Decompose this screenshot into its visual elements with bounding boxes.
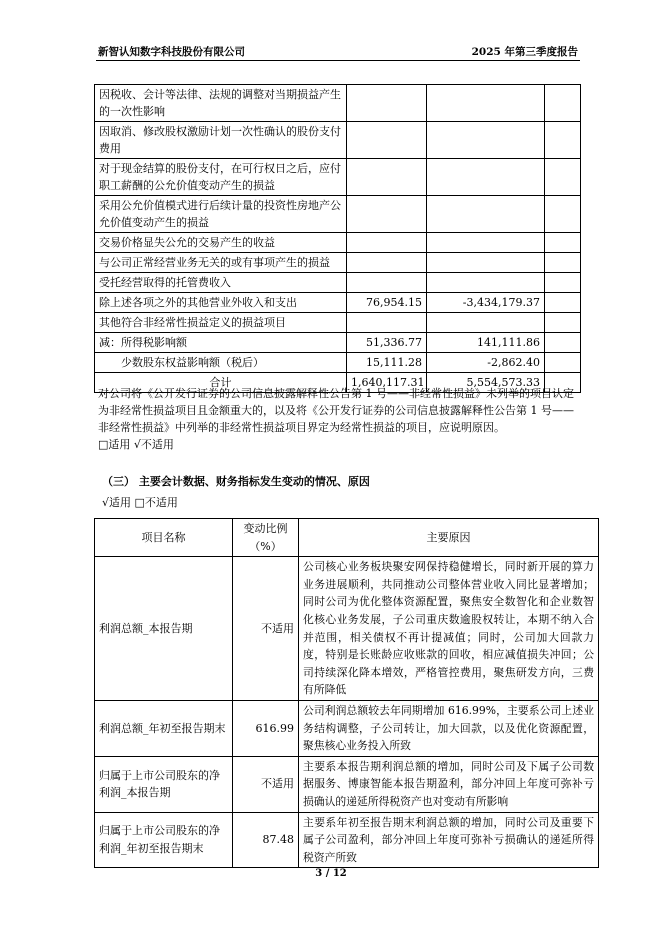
table-row [95,85,581,122]
row-note [545,333,581,353]
row-reason: 公司利润总额较去年同期增加 616.99%，主要系公司上述业务结构调整，子公司转让，加大回款，以及优化资源配置，聚焦核心业务投入所致 [299,700,599,756]
header-reason: 主要原因 [299,519,599,557]
table-row [95,812,599,868]
row-ytd: 141,111.86 [427,333,545,353]
table-row [95,313,581,333]
page-number: 3 / 12 [315,868,347,879]
row-note [545,85,581,122]
table-row [95,700,599,756]
report-title: 2025 年第三季度报告 [471,46,578,58]
row-current: 76,954.15 [347,293,427,313]
row-current [347,313,427,333]
row-ytd [427,159,545,196]
page-header [96,40,580,61]
table-row [95,756,599,812]
row-note [545,293,581,313]
row-current: 15,111.28 [347,353,427,373]
row-item: 归属于上市公司股东的净利润_本报告期 [95,756,233,812]
table-row [95,196,581,233]
table-row [95,273,581,293]
table-row [95,159,581,196]
row-reason: 主要系年初至报告期末利润总额的增加，同时公司及重要下属子公司盈利，部分冲回上年度可弥补亏损确认的递延所得税资产所致 [299,812,599,868]
row-ytd: -3,434,179.37 [427,293,545,313]
table-header-row [95,519,599,557]
row-item: 利润总额_本报告期 [95,557,233,701]
row-item: 除上述各项之外的其他营业外收入和支出 [95,293,347,313]
row-current: 1,640,117.31 [347,373,427,393]
row-note [545,196,581,233]
row-current [347,253,427,273]
row-current [347,85,427,122]
row-note [545,313,581,333]
row-ratio: 616.99 [233,700,299,756]
row-ytd [427,122,545,159]
row-item: 归属于上市公司股东的净利润_年初至报告期末 [95,812,233,868]
row-ytd [427,253,545,273]
row-item: 因税收、会计等法律、法规的调整对当期损益产生的一次性影响 [95,85,347,122]
note-applicability: □适用 √不适用 [98,438,174,451]
table-row [95,333,581,353]
row-item: 少数股东权益影响额（税后） [95,353,347,373]
table-row [95,253,581,273]
row-note [545,159,581,196]
row-item: 受托经营取得的托管费收入 [95,273,347,293]
non-recurring-gains-table [94,84,581,393]
header-item: 项目名称 [95,519,233,557]
row-current [347,122,427,159]
row-note [545,353,581,373]
row-ratio: 不适用 [233,557,299,701]
row-ytd [427,273,545,293]
section-applicability: √适用 □不适用 [102,496,178,509]
table-row [95,557,599,701]
row-ratio: 87.48 [233,812,299,868]
row-item: 交易价格显失公允的交易产生的收益 [95,233,347,253]
row-current [347,273,427,293]
row-item: 因取消、修改股权激励计划一次性确认的股份支付费用 [95,122,347,159]
row-note [545,253,581,273]
row-note [545,233,581,253]
row-current [347,233,427,253]
row-item: 其他符合非经常性损益定义的损益项目 [95,313,347,333]
row-item: 合计 [95,373,347,393]
row-note [545,122,581,159]
row-ratio: 不适用 [233,756,299,812]
row-ytd [427,85,545,122]
note-text: 对公司将《公开发行证券的公司信息披露解释性公告第 1 号——非经常性损益》未列举的项目认定为非经常性损益项目且金额重大的，以及将《公开发行证券的公司信息披露解释性公告第 1 号——非经常性损益》中列举的非经常性损益项目界定为经常性损益的项目，应说明原因。 [98,387,574,434]
table-row [95,353,581,373]
row-note [545,273,581,293]
table-row [95,293,581,313]
row-ytd [427,233,545,253]
row-ytd: -2,862.40 [427,353,545,373]
row-ytd [427,313,545,333]
row-item: 对于现金结算的股份支付，在可行权日之后，应付职工薪酬的公允价值变动产生的损益 [95,159,347,196]
row-item: 采用公允价值模式进行后续计量的投资性房地产公允价值变动产生的损益 [95,196,347,233]
row-current [347,159,427,196]
row-reason: 主要系本报告期利润总额的增加，同时公司及下属子公司数据服务、博康智能本报告期盈利，部分冲回上年度可弥补亏损确认的递延所得税资产也对变动有所影响 [299,756,599,812]
row-ytd: 5,554,573.33 [427,373,545,393]
table-row [95,233,581,253]
indicator-change-table [94,518,599,868]
row-current: 51,336.77 [347,333,427,353]
company-name: 新智认知数字科技股份有限公司 [98,46,245,58]
section-title: （三） 主要会计数据、财务指标发生变动的情况、原因 [102,475,370,488]
row-current [347,196,427,233]
table-row [95,122,581,159]
header-ratio: 变动比例（%） [233,519,299,557]
row-ytd [427,196,545,233]
row-item: 减：所得税影响额 [95,333,347,353]
row-reason: 公司核心业务板块聚安网保持稳健增长，同时新开展的算力业务进展顺利，共同推动公司整体营业收入同比显著增加；同时公司为优化整体资源配置，聚焦安全数智化和企业数智化核心业务发展，子公司重庆数逾股权转让，本期不纳入合并范围，相关债权不再计提减值；同时，公司加大回款力度，特别是长账龄应收账款的回收，相应减值损失冲回；公司持续深化降本增效，严格管控费用，聚焦研发方向，三费有所降低 [299,557,599,701]
non-recurring-note [98,385,584,453]
row-item: 与公司正常经营业务无关的或有事项产生的损益 [95,253,347,273]
row-item: 利润总额_年初至报告期末 [95,700,233,756]
